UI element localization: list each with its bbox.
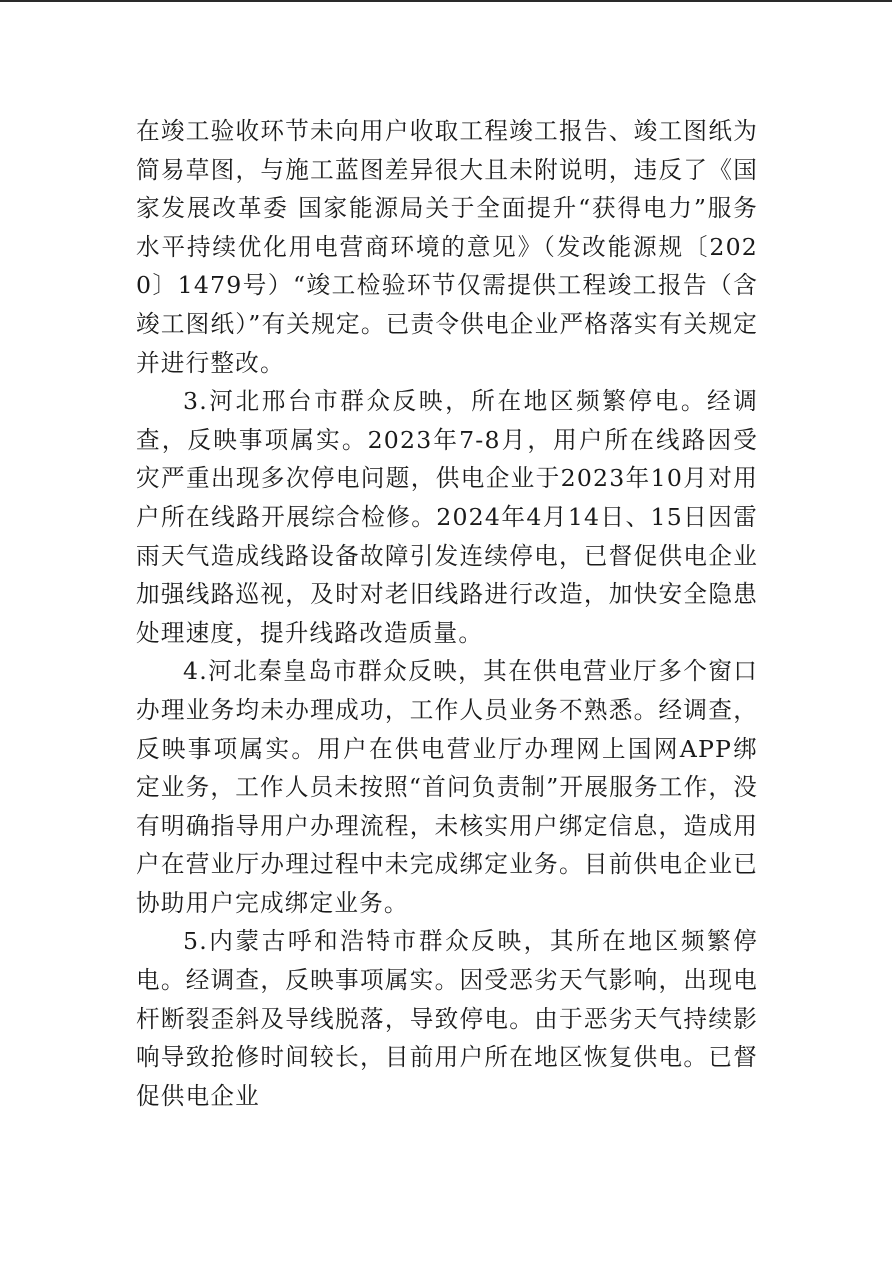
paragraph-item-4: 4.河北秦皇岛市群众反映，其在供电营业厅多个窗口办理业务均未办理成功，工作人员业务不熟悉。经调查，反映事项属实。用户在供电营业厅办理网上国网APP绑定业务，工作人员未按照“首问负责制”开展服务工作，没有明确指导用户办理流程，未核实用户绑定信息，造成用户在营业厅办理过程中未完成绑定业务。目前供电企业已协助用户完成绑定业务。 [136, 657, 758, 917]
document-page [136, 112, 758, 1115]
paragraph-item-5: 5.内蒙古呼和浩特市群众反映，其所在地区频繁停电。经调查，反映事项属实。因受恶劣天气影响，出现电杆断裂歪斜及导线脱落，导致停电。由于恶劣天气持续影响导致抢修时间较长，目前用户所在地区恢复供电。已督促供电企业 [136, 927, 758, 1110]
paragraph-continued: 在竣工验收环节未向用户收取工程竣工报告、竣工图纸为简易草图，与施工蓝图差异很大且未附说明，违反了《国家发展改革委 国家能源局关于全面提升“获得电力”服务水平持续优化用电营商环境的意见》（发改能源规〔2020〕1479号）“竣工检验环节仅需提供工程竣工报告（含竣工图纸）”有关规定。已责令供电企业严格落实有关规定并进行整改。 [136, 117, 758, 377]
paragraph-item-3: 3.河北邢台市群众反映，所在地区频繁停电。经调查，反映事项属实。2023年7-8月，用户所在线路因受灾严重出现多次停电问题，供电企业于2023年10月对用户所在线路开展综合检修。2024年4月14日、15日因雷雨天气造成线路设备故障引发连续停电，已督促供电企业加强线路巡视，及时对老旧线路进行改造，加快安全隐患处理速度，提升线路改造质量。 [136, 387, 758, 647]
page-top-rule [0, 0, 892, 2]
